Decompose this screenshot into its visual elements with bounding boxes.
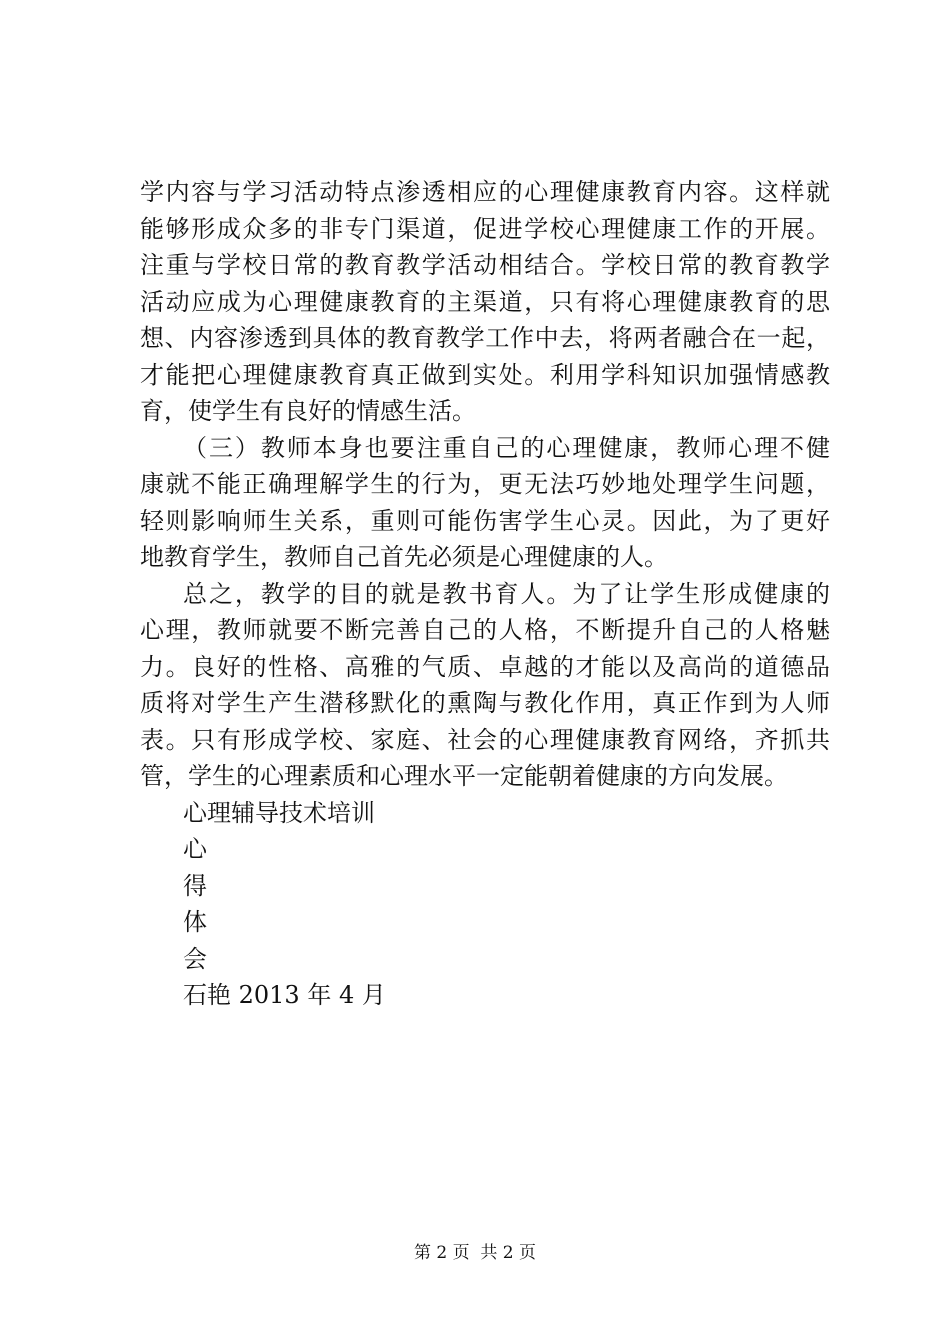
text-line-2: 能够形成众多的非专门渠道，促进学校心理健康工作的开展。 <box>140 214 830 243</box>
text-line-11: 地教育学生，教师自己首先必须是心理健康的人。 <box>140 543 668 571</box>
signature-char-4: 会 <box>183 944 207 973</box>
document-body <box>140 174 830 1014</box>
text-line-9: 康就不能正确理解学生的行为，更无法巧妙地处理学生问题， <box>140 470 830 498</box>
signature-title: 心理辅导技术培训 <box>183 798 375 827</box>
text-line-16: 表。只有形成学校、家庭、社会的心理健康教育网络，齐抓共 <box>140 725 830 754</box>
text-line-15: 质将对学生产生潜移默化的熏陶与教化作用，真正作到为人师 <box>140 689 830 717</box>
author-date: 石艳 2013 年 4 月 <box>183 981 386 1009</box>
text-line-12: 总之，教学的目的就是教书育人。为了让学生形成健康的 <box>183 579 830 608</box>
text-line-7: 育，使学生有良好的情感生活。 <box>140 397 476 425</box>
text-line-4: 活动应成为心理健康教育的主渠道，只有将心理健康教育的思 <box>140 287 830 316</box>
signature-char-1: 心 <box>183 835 207 863</box>
signature-char-2: 得 <box>183 871 207 900</box>
text-line-8: （三）教师本身也要注重自己的心理健康，教师心理不健 <box>183 433 830 462</box>
text-line-6: 才能把心理健康教育真正做到实处。利用学科知识加强情感教 <box>140 360 830 389</box>
page-footer <box>0 1241 950 1265</box>
text-line-13: 心理，教师就要不断完善自己的人格，不断提升自己的人格魅 <box>140 616 830 644</box>
text-line-1: 学内容与学习活动特点渗透相应的心理健康教育内容。这样就 <box>140 178 830 206</box>
text-line-10: 轻则影响师生关系，重则可能伤害学生心灵。因此，为了更好 <box>140 506 830 535</box>
text-line-14: 力。良好的性格、高雅的气质、卓越的才能以及高尚的道德品 <box>140 652 830 681</box>
text-line-3: 注重与学校日常的教育教学活动相结合。学校日常的教育教学 <box>140 251 830 279</box>
signature-char-3: 体 <box>183 908 207 936</box>
text-line-5: 想、内容渗透到具体的教育教学工作中去，将两者融合在一起， <box>140 324 830 352</box>
page-number-label: 第 2 页 共 2 页 <box>413 1243 537 1263</box>
text-line-17: 管，学生的心理素质和心理水平一定能朝着健康的方向发展。 <box>140 762 788 790</box>
